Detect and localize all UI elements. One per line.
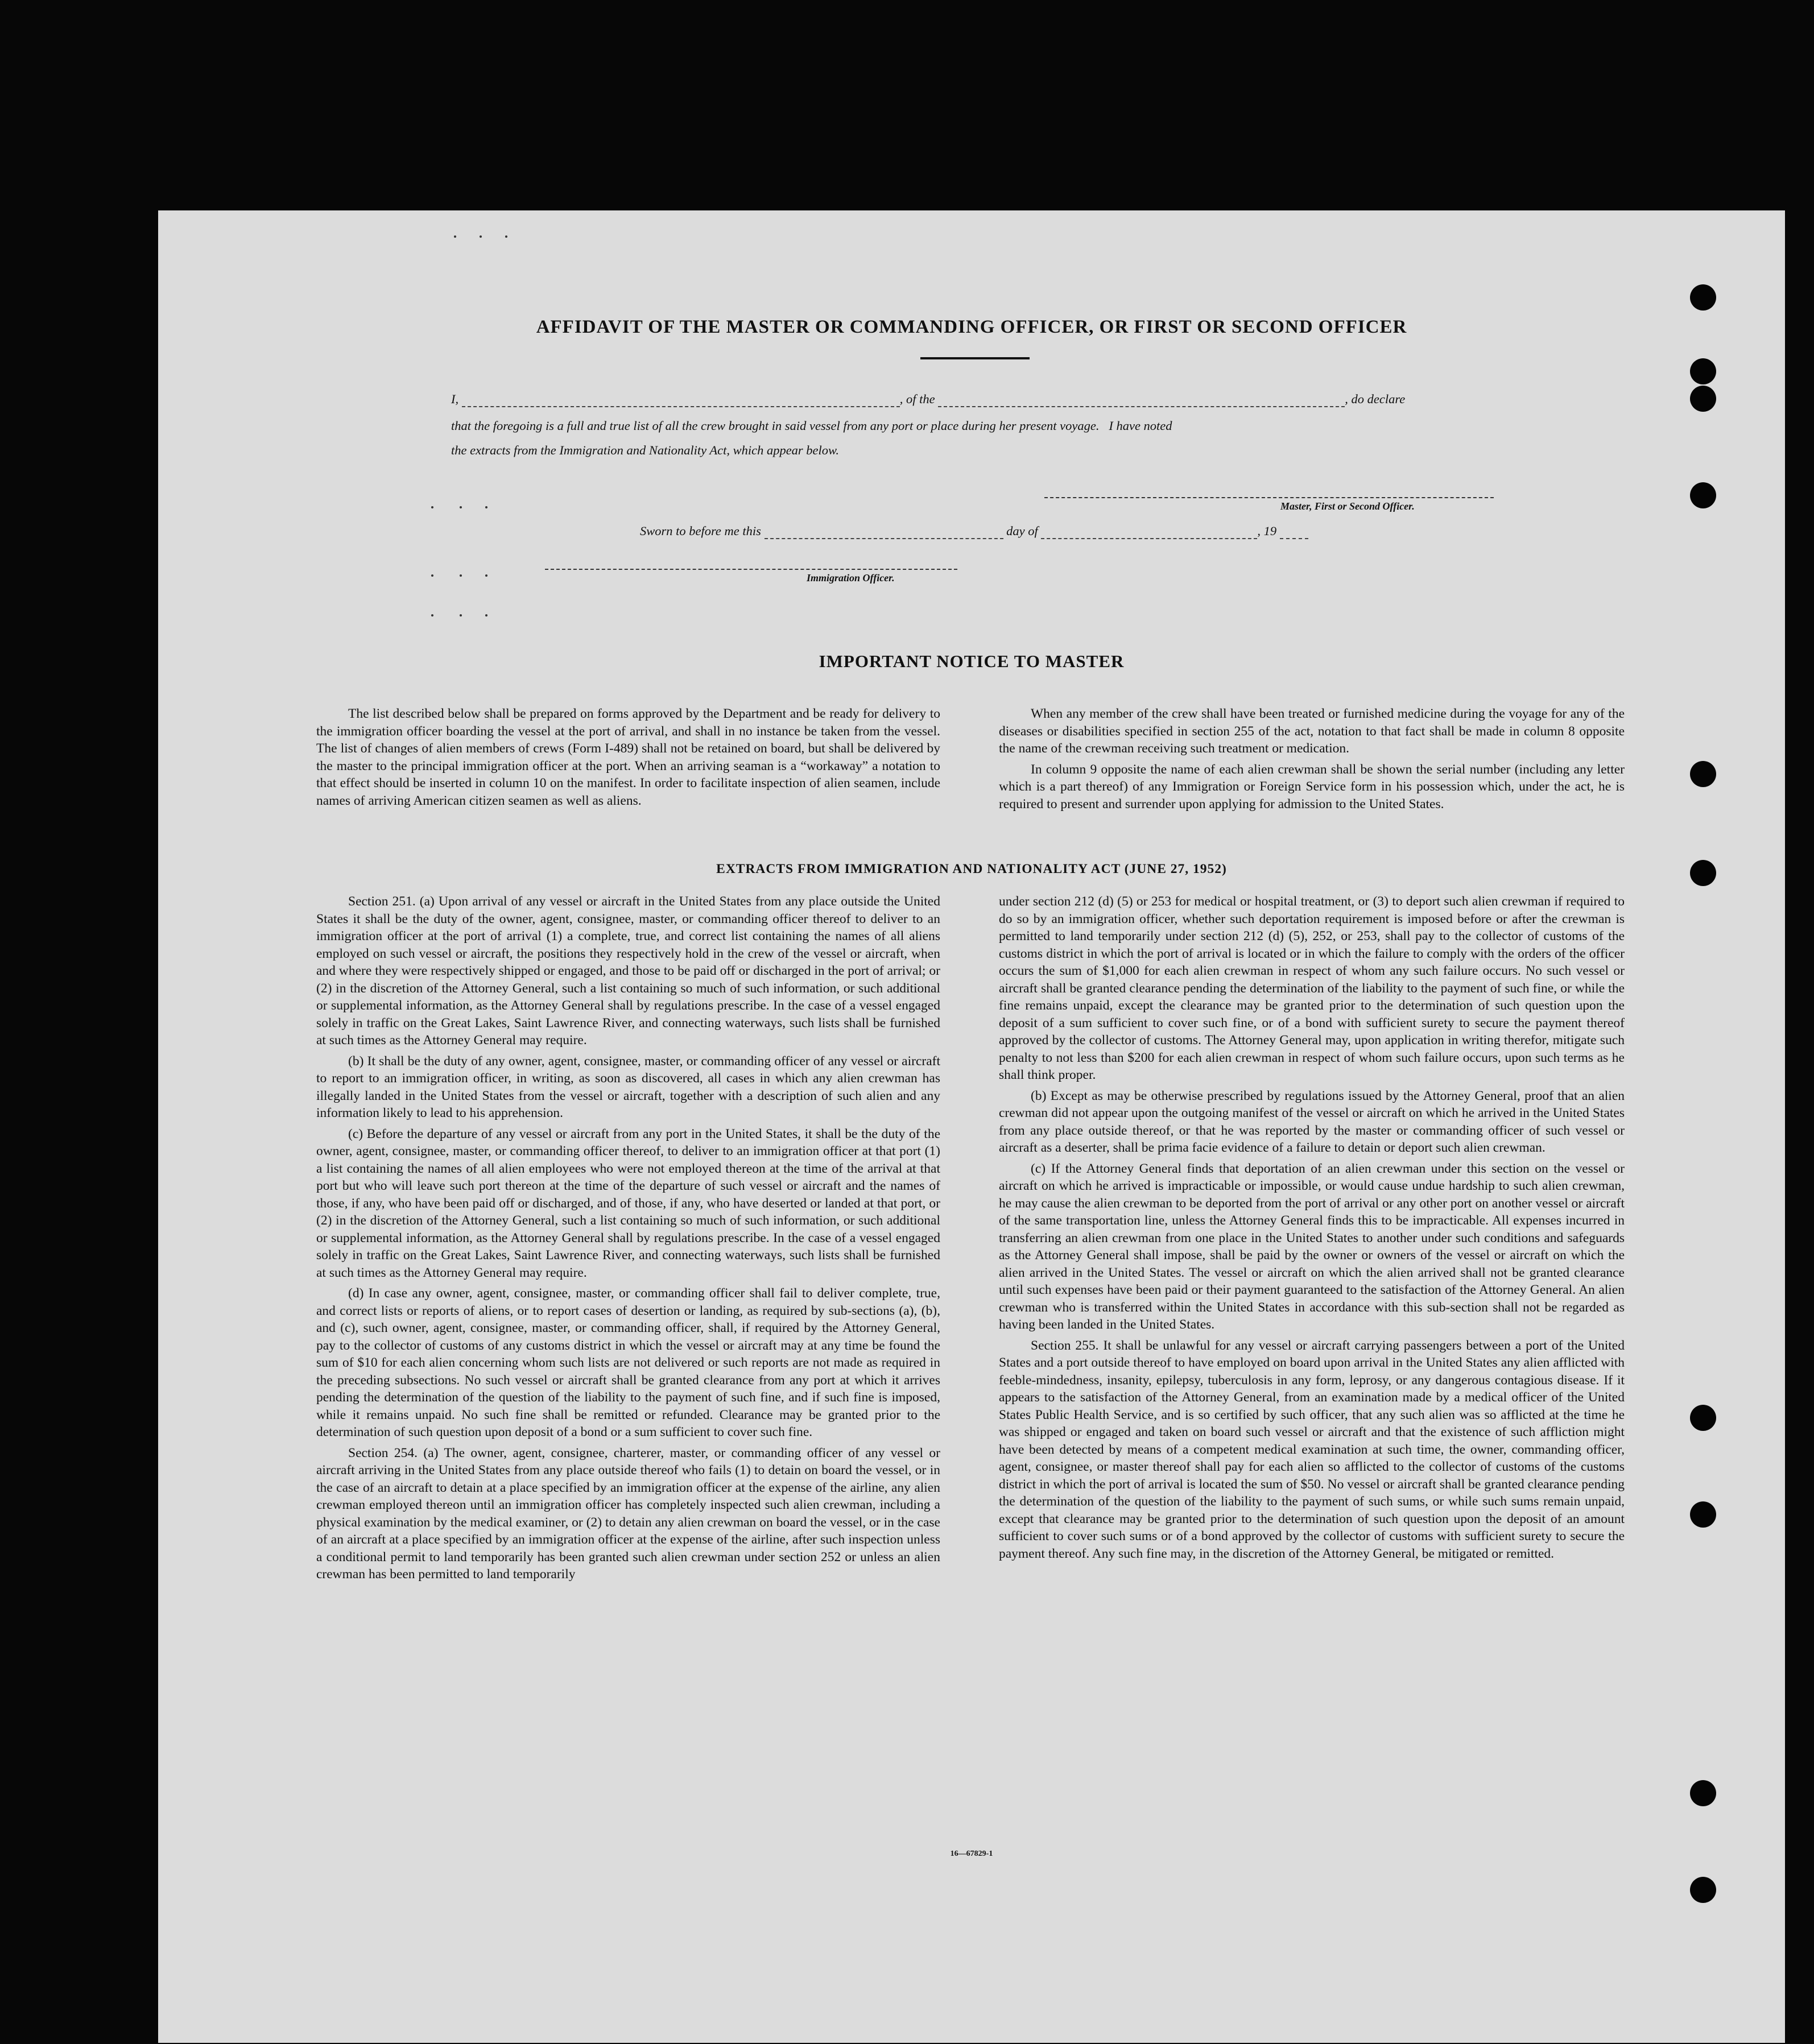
master-signature-line[interactable] [1044, 497, 1494, 498]
sworn-prefix: Sworn to before me this [640, 524, 761, 538]
sworn-month-field[interactable] [1041, 526, 1257, 539]
declaration-line-2: that the foregoing is a full and true list of all the crew brought in said vessel from any port or place during her present voyage. I have noted [451, 419, 1172, 433]
scan-speck [460, 506, 462, 508]
section-255: Section 255. It shall be unlawful for any vessel or aircraft carrying passengers between a port of the United States and a port outside thereof to have employed on board upon arrival in the United States any alien afflicted with feeble-mindedness, insanity, epilepsy, tuberculosis in any form, leprosy, or any dangerous contagious disease. If it appears to the satisfaction of the Attorney General, from an examination made by a medical officer of the United States Public Health Service, and is so certified by such officer, that any such alien was so afflicted at the time he was shipped or engaged and taken on board such vessel or aircraft and that the existence of such affliction might have been detected by means of a competent medical examination at such time, the owner, commanding officer, agent, consignee, or master thereof shall pay for each alien so afflicted to the collector of customs of the customs district in which the port of arrival is located the sum of $50. No vessel or aircraft shall be granted clearance pending the determination of the question of the liability to the payment of such sums, or while such sums remain unpaid, except that clearance may be granted prior to the determination of such question upon the deposit of an amount sufficient to cover such sums or of a bond approved by the collector of customs with sufficient surety to secure the payment thereof. Any such fine may, in the discretion of the Attorney General, be mitigated or remitted. [999, 1338, 1625, 1561]
section-251b: (b) It shall be the duty of any owner, agent, consignee, master, or commanding officer of any vessel or aircraft to report to an immigration officer, in writing, as soon as discovered, all cases in which any alien crewman has illegally landed in the United States from the vessel or aircraft, together with a description of such alien and any information likely to lead to his apprehension. [316, 1053, 940, 1120]
affidavit-title: AFFIDAVIT OF THE MASTER OR COMMANDING OFFICER, OR FIRST OR SECOND OFFICER [536, 317, 1407, 337]
scan-speck [431, 614, 433, 616]
scan-speck [460, 614, 462, 616]
punch-hole [1690, 386, 1716, 412]
punch-hole [1690, 358, 1716, 384]
punch-hole [1690, 1405, 1716, 1431]
name-field[interactable] [462, 394, 900, 407]
scan-speck [480, 235, 482, 238]
section-251c: (c) Before the departure of any vessel or aircraft from any port in the United States, it shall be the duty of the owner, agent, consignee, master, or commanding officer thereof, to deliver to an immigration officer at that port (1) a list containing the names of all alien employees who were not employed thereon at the time of the arrival at that port but who will leave such port thereon at the time of the departure of such vessel or aircraft and the names of those, if any, who have been paid off or discharged, and of those, if any, who have deserted or landed at that port, or (2) in the discretion of the Attorney General, such a list containing so much of such information, or such additional or supplemental information, as the Attorney General shall by regulations prescribe. In the case of a vessel engaged solely in traffic on the Great Lakes, Saint Lawrence River, and connecting waterways, such lists shall be furnished at such times as the Attorney General may require. [316, 1126, 940, 1280]
punch-hole [1690, 1877, 1716, 1903]
vessel-field[interactable] [938, 394, 1345, 407]
scan-speck [454, 235, 456, 238]
sworn-year-label: , 19 [1257, 524, 1277, 538]
section-251d: (d) In case any owner, agent, consignee, master, or commanding officer shall fail to deliver complete, true, and correct lists or reports of aliens, or to report cases of desertion or landing, as required by sub-sections (a), (b), and (c), such owner, agent, consignee, master, or commanding officer, shall, if required by the Attorney General, pay to the collector of customs of any customs district in which the vessel or aircraft may at any time be found the sum of $10 for each alien concerning whom such lists are not delivered or such reports are not made as required in the preceding subsections. No such vessel or aircraft shall be granted clearance from any port at which it arrives pending the determination of the question of the liability to the payment of such fine, and if such fine is imposed, while it remains unpaid. No such fine shall be remitted or refunded. Clearance may be granted prior to the determination of such question upon deposit of a bond or a sum sufficient to cover such fine. [316, 1286, 940, 1439]
declaration-of-the: , of the [899, 392, 935, 406]
notice-left-paragraph: The list described below shall be prepared on forms approved by the Department and be ready for delivery to the immigration officer boarding the vessel at the port of arrival, and shall in no instance be taken from the vessel. The list of changes of alien members of crews (Form I-489) shall not be retained on board, but shall be delivered by the master to the principal immigration officer at the port. When an arriving seaman is a “workaway” a notation to that effect should be inserted in column 10 on the manifest. In order to facilitate inspection of alien seamen, include names of arriving American citizen seamen as well as aliens. [316, 706, 940, 808]
sworn-day-field[interactable] [765, 526, 1003, 539]
form-code: 16—67829-1 [950, 1849, 993, 1858]
sworn-year-field[interactable] [1280, 526, 1308, 539]
notice-right-paragraph-1: When any member of the crew shall have been treated or furnished medicine during the voyage for any of the diseases or disabilities specified in section 255 of the act, notation to that fact shall be made in column 8 opposite the name of the crewman receiving such treatment or medication. [999, 706, 1625, 756]
sworn-line [640, 518, 1308, 544]
sworn-day-label: day of [1006, 524, 1038, 538]
declaration-line-3: the extracts from the Immigration and Nationality Act, which appear below. [451, 443, 840, 457]
section-254b: (b) Except as may be otherwise prescribed by regulations issued by the Attorney General, proof that an alien crewman did not appear upon the outgoing manifest of the vessel or aircraft on which he arrived in the United States from any place outside thereof, or that he was reported by the master or commanding officer of such vessel or aircraft as a deserter, shall be prima facie evidence of a failure to detain or deport such alien crewman. [999, 1088, 1625, 1155]
declaration-line-1 [451, 386, 1405, 412]
notice-right-column [999, 705, 1625, 816]
scan-speck [505, 235, 507, 238]
master-signature-label: Master, First or Second Officer. [1280, 500, 1415, 512]
scan-speck [460, 574, 462, 577]
scan-speck [431, 574, 433, 577]
declaration-block [451, 386, 1484, 465]
extracts-right-column [999, 893, 1625, 1566]
section-251a: Section 251. (a) Upon arrival of any vessel or aircraft in the United States from any place outside the United States it shall be the duty of the owner, agent, consignee, master, or commanding officer thereof to deliver to an immigration officer at the port of arrival (1) a complete, true, and correct list containing the names of all aliens employed on such vessel or aircraft, the positions they respectively hold in the crew of the vessel or aircraft, when and where they were respectively shipped or engaged, and those to be paid off or discharged in the port of arrival; or (2) in the discretion of the Attorney General, such a list containing so much of such information, or such additional or supplemental information, as the Attorney General shall by regulations prescribe. In the case of a vessel engaged solely in traffic on the Great Lakes, Saint Lawrence River, and connecting waterways, such lists shall be furnished at such times as the Attorney General may require. [316, 894, 940, 1048]
section-254c: (c) If the Attorney General finds that deportation of an alien crewman under this section on the vessel or aircraft on which he arrived is impracticable or impossible, or would cause undue hardship to such alien crewman, he may cause the alien crewman to be deported from the port of arrival or any other port on another vessel or aircraft of the same transportation line, unless the Attorney General finds this to be impracticable. All expenses incurred in transferring an alien crewman from one place in the United States to another under such conditions and safeguards as the Attorney General shall impose, shall be paid by the owner or owners of the vessel or aircraft on which the alien arrived in the United States. The vessel or aircraft on which the alien arrived shall not be granted clearance until such expenses have been paid or their payment guaranteed to the satisfaction of the Attorney General. An alien crewman who is transferred within the United States in accordance with this sub-section shall not be regarded as having been landed in the United States. [999, 1161, 1625, 1332]
extracts-title: EXTRACTS FROM IMMIGRATION AND NATIONALITY ACT (JUNE 27, 1952) [716, 862, 1227, 876]
scan-speck [431, 506, 433, 508]
scan-speck [485, 506, 487, 508]
officer-signature-label: Immigration Officer. [807, 572, 895, 584]
section-254a-continued: under section 212 (d) (5) or 253 for medical or hospital treatment, or (3) to deport such alien crewman if required to do so by an immigration officer, whether such deportation requirement is imposed before or after the crewman is permitted to land temporarily under section 212 (d) (5), 252, or 253, shall pay to the collector of customs of the customs district in which the port of arrival is located or in which the failure to comply with the orders of the officer occurs the sum of $1,000 for each alien crewman in respect of whom any such failure occurs. No such vessel or aircraft shall be granted clearance pending the determination of the liability to the payment of such fine, or while the fine remains unpaid, except the clearance may be granted prior to the determination of such question upon the deposit of a sum sufficient to cover such fine, or of a bond with sufficient surety to secure the payment thereof approved by the collector of customs. The Attorney General may, upon application in writing therefor, mitigate such penalty to not less than $200 for each alien crewman in respect of whom such failure occurs, upon such terms as he shall think proper. [999, 894, 1625, 1082]
extracts-left-column [316, 893, 940, 1587]
notice-left-column [316, 705, 940, 813]
punch-hole [1690, 1780, 1716, 1806]
punch-hole [1690, 482, 1716, 508]
title-underline [920, 357, 1030, 359]
document-page [158, 210, 1785, 2043]
section-254a: Section 254. (a) The owner, agent, consignee, charterer, master, or commanding officer of any vessel or aircraft arriving in the United States from any place outside thereof who fails (1) to detain on board the vessel, or in the case of an aircraft to detain at a place specified by an immigration officer at the expense of the airline, any alien crewman employed thereon until an immigration officer has completely inspected such alien crewman, including a physical examination by the medical examiner, or (2) to detain any alien crewman on board the vessel, or in the case of an aircraft at a place specified by an immigration officer at the expense of the airline, after such inspection unless a conditional permit to land temporarily has been granted such alien crewman under section 252 or unless an alien crewman has been permitted to land temporarily [316, 1445, 940, 1582]
officer-signature-line[interactable] [545, 569, 957, 570]
notice-right-paragraph-2: In column 9 opposite the name of each alien crewman shall be shown the serial number (including any letter which is a part thereof) of any Immigration or Foreign Service form in his possession which, under the act, he is required to present and surrender upon applying for admission to the United States. [999, 762, 1625, 812]
punch-hole [1690, 761, 1716, 787]
punch-hole [1690, 284, 1716, 311]
notice-title: IMPORTANT NOTICE TO MASTER [819, 651, 1125, 671]
declaration-prefix: I, [451, 392, 459, 406]
punch-hole [1690, 1501, 1716, 1528]
scan-speck [485, 574, 487, 577]
sworn-block [451, 518, 1484, 546]
scanner-background [0, 0, 1814, 193]
scan-speck [485, 614, 487, 616]
declaration-suffix: , do declare [1345, 392, 1406, 406]
